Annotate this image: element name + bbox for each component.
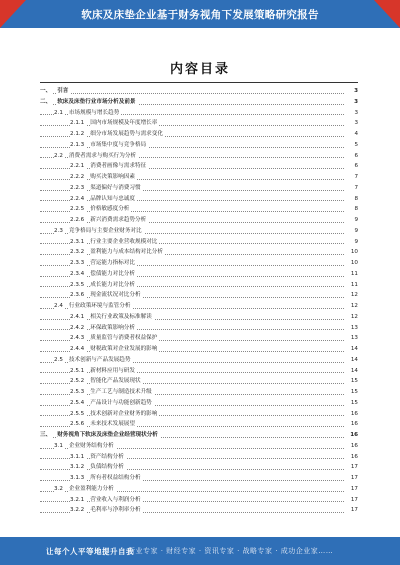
toc-entry-number: 2.1 — [54, 108, 65, 119]
toc-entry-title: 财务视角下软床及床垫企业经营现状分析 — [57, 430, 160, 441]
toc-entry-number: 3.2.2 — [70, 505, 86, 516]
toc-entry[interactable] — [40, 86, 358, 97]
toc-entry[interactable] — [40, 462, 358, 473]
toc-entry-number: 2.4.2 — [70, 323, 86, 334]
toc-entry[interactable] — [40, 172, 358, 183]
toc-entry-number: 2.4 — [54, 301, 65, 312]
toc-entry[interactable] — [40, 129, 358, 140]
toc-entry-number: 2.4.1 — [70, 312, 86, 323]
toc-entry[interactable] — [40, 473, 358, 484]
toc-entry-title: 市场规模与增长趋势 — [69, 108, 121, 119]
toc-entry-number: 2.4.3 — [70, 333, 86, 344]
toc-entry-title: 负债结构分析 — [90, 462, 126, 473]
toc-entry-page: 14 — [349, 344, 358, 355]
toc-entry-title: 竞争格局与主要企业财务对比 — [69, 226, 144, 237]
toc-entry-page: 13 — [349, 333, 358, 344]
toc-entry-page: 16 — [349, 452, 358, 463]
toc-entry-number: 三、 — [40, 430, 53, 441]
toc-entry[interactable] — [40, 376, 358, 387]
toc-entry-page: 17 — [349, 495, 358, 506]
header-red-corner-right — [374, 0, 400, 28]
toc-entry-title: 行业主要企业营收规模对比 — [90, 237, 159, 248]
toc-entry[interactable] — [40, 366, 358, 377]
toc-entry[interactable] — [40, 140, 358, 151]
toc-entry[interactable] — [40, 226, 358, 237]
toc-entry[interactable] — [40, 183, 358, 194]
toc-entry-number: 2.2.4 — [70, 194, 86, 205]
toc-entry-number: 2.5.4 — [70, 398, 86, 409]
toc-entry-title: 企业财务结构分析 — [69, 441, 116, 452]
toc-entry-page: 11 — [349, 280, 358, 291]
toc-entry[interactable] — [40, 452, 358, 463]
toc-entry-number: 2.1.2 — [70, 129, 86, 140]
toc-entry-number: 2.1.1 — [70, 118, 86, 129]
toc-heading: 内容目录 — [169, 62, 230, 77]
toc-entry-page: 16 — [349, 441, 358, 452]
toc-entry[interactable] — [40, 441, 358, 452]
toc-entry-title: 购买决策影响因素 — [90, 172, 137, 183]
toc-entry[interactable] — [40, 355, 358, 366]
toc-entry-title: 环保政策影响分析 — [90, 323, 137, 334]
toc-entry[interactable] — [40, 247, 358, 258]
toc-entry[interactable] — [40, 430, 358, 441]
toc-entry-number: 2.4.4 — [70, 344, 86, 355]
toc-entry-number: 二、 — [40, 97, 53, 108]
toc-entry[interactable] — [40, 161, 358, 172]
toc-entry-title: 偿债能力对比分析 — [90, 269, 137, 280]
toc-entry[interactable] — [40, 204, 358, 215]
toc-entry-number: 2.3.3 — [70, 258, 86, 269]
toc-entry-page: 17 — [349, 505, 358, 516]
toc-entry-title: 财税政策对企业发展的影响 — [90, 344, 159, 355]
toc-entry[interactable] — [40, 258, 358, 269]
report-title: 软床及床垫企业基于财务视角下发展策略研究报告 — [81, 9, 319, 21]
toc-entry-page: 16 — [348, 430, 358, 441]
toc-entry-page: 17 — [349, 462, 358, 473]
toc-entry-page: 9 — [352, 237, 358, 248]
toc-entry-number: 2.2.6 — [70, 215, 86, 226]
toc-entry-number: 2.2 — [54, 151, 65, 162]
toc-entry-number: 2.5.2 — [70, 376, 86, 387]
toc-entry-title: 营运能力指标对比 — [90, 258, 137, 269]
toc-entry-title: 消费者画像与需求特征 — [90, 161, 148, 172]
toc-entry-title: 营业收入与利润分析 — [90, 495, 142, 506]
toc-entry-number: 2.5.3 — [70, 387, 86, 398]
toc-entry-page: 3 — [352, 108, 358, 119]
toc-entry-page: 6 — [352, 151, 358, 162]
toc-entry-title: 新材料应用与研发 — [90, 366, 137, 377]
toc-entry-title: 未来技术发展展望 — [90, 419, 137, 430]
toc-entry[interactable] — [40, 495, 358, 506]
page-footer — [0, 537, 400, 565]
toc-entry-page: 12 — [349, 312, 358, 323]
toc-entry-number: 2.5.1 — [70, 366, 86, 377]
toc-entry[interactable] — [40, 387, 358, 398]
toc-entry-page: 6 — [352, 161, 358, 172]
toc-entry-number: 2.5 — [54, 355, 65, 366]
toc-entry-title: 行业政策环境与监管分析 — [69, 301, 133, 312]
toc-entry-page: 15 — [349, 376, 358, 387]
toc-entry[interactable] — [40, 323, 358, 334]
toc-entry-title: 成长能力对比分析 — [90, 280, 137, 291]
toc-entry-title: 引言 — [57, 86, 70, 97]
toc-entry-page: 14 — [349, 355, 358, 366]
footer-slogan: 让每个人平等地提升自我 — [46, 547, 134, 556]
toc-entry-page: 10 — [349, 247, 358, 258]
toc-entry-page: 3 — [352, 118, 358, 129]
toc-entry-number: 2.3 — [54, 226, 65, 237]
toc-entry-title: 质量监管与消费者权益保护 — [90, 333, 159, 344]
toc-entry-title: 技术创新与产品发展趋势 — [69, 355, 133, 366]
toc-entry-title: 生产工艺与制造技术升级 — [90, 387, 154, 398]
toc-entry-title: 盈利能力与成本结构对比分析 — [90, 247, 165, 258]
toc-entry[interactable] — [40, 97, 358, 108]
toc-entry[interactable] — [40, 108, 358, 119]
toc-entry-page: 9 — [352, 215, 358, 226]
toc-entry[interactable] — [40, 484, 358, 495]
toc-entry-number: 3.1.2 — [70, 462, 86, 473]
toc-entry-page: 16 — [349, 409, 358, 420]
toc-entry[interactable] — [40, 237, 358, 248]
toc-entry-number: 2.2.5 — [70, 204, 86, 215]
toc-leader-dots — [40, 93, 344, 94]
toc-entry-title: 资产结构分析 — [90, 452, 126, 463]
toc-entry-page: 7 — [352, 183, 358, 194]
toc-entry-page: 13 — [349, 323, 358, 334]
toc-entry-page: 14 — [349, 366, 358, 377]
toc-entry-page: 8 — [352, 204, 358, 215]
toc-entry-title: 品牌认知与忠诚度 — [90, 194, 137, 205]
toc-entry[interactable] — [40, 409, 358, 420]
toc-entry-title: 细分市场发展趋势与需求变化 — [90, 129, 165, 140]
toc-entry-number: 3.2.1 — [70, 495, 86, 506]
toc-entry[interactable] — [40, 398, 358, 409]
toc-entry[interactable] — [40, 312, 358, 323]
toc-entry[interactable] — [40, 505, 358, 516]
toc-entry-title: 消费者需求与购买行为分析 — [69, 151, 138, 162]
toc-entry-title: 软床及床垫行业市场分析及前景 — [57, 97, 137, 108]
toc-entry-number: 2.2.2 — [70, 172, 86, 183]
toc-entry[interactable] — [40, 215, 358, 226]
toc-entry-title: 现金流状况对比分析 — [90, 290, 142, 301]
toc-entry-title: 企业盈利能力分析 — [69, 484, 116, 495]
toc-entry-page: 8 — [352, 194, 358, 205]
toc-entry-number: 3.1 — [54, 441, 65, 452]
toc-entry-page: 4 — [352, 129, 358, 140]
toc-entry-title: 国内市场规模及年度增长率 — [90, 118, 159, 129]
toc-entry-page: 7 — [352, 172, 358, 183]
toc-entry-page: 11 — [349, 269, 358, 280]
toc-entry-page: 15 — [349, 398, 358, 409]
toc-entry-page: 9 — [352, 226, 358, 237]
toc-entry-number: 3.1.3 — [70, 473, 86, 484]
toc-entry-title: 产品设计与功能创新趋势 — [90, 398, 154, 409]
toc-entry[interactable] — [40, 419, 358, 430]
toc-entry-page: 3 — [352, 86, 358, 97]
toc-entry[interactable] — [40, 344, 358, 355]
page-header — [0, 0, 400, 28]
toc-entry-number: 一、 — [40, 86, 53, 97]
table-of-contents — [40, 86, 358, 516]
toc-entry[interactable] — [40, 333, 358, 344]
toc-entry-number: 2.3.6 — [70, 290, 86, 301]
toc-entry-number: 2.3.2 — [70, 247, 86, 258]
toc-entry[interactable] — [40, 194, 358, 205]
toc-entry[interactable] — [40, 118, 358, 129]
toc-entry-page: 12 — [349, 301, 358, 312]
toc-entry-page: 12 — [349, 290, 358, 301]
toc-entry-number: 2.2.1 — [70, 161, 86, 172]
toc-entry-title: 智能化产品发展现状 — [90, 376, 142, 387]
footer-experts-line: 行业专家 · 财经专家 · 资讯专家 · 战略专家 · 成功企业家…… — [128, 547, 334, 555]
toc-entry-number: 3.1.1 — [70, 452, 86, 463]
toc-entry[interactable] — [40, 151, 358, 162]
toc-entry-title: 市场集中度与竞争格局 — [90, 140, 148, 151]
toc-entry-title: 新兴消费需求趋势分析 — [90, 215, 148, 226]
toc-entry-title: 价格敏感度分析 — [90, 204, 131, 215]
toc-entry-page: 17 — [349, 473, 358, 484]
toc-entry[interactable] — [40, 269, 358, 280]
toc-entry-number: 2.3.5 — [70, 280, 86, 291]
toc-entry-title: 所有者权益结构分析 — [90, 473, 142, 484]
toc-heading-rule — [40, 82, 358, 83]
toc-entry[interactable] — [40, 290, 358, 301]
toc-entry-number: 3.2 — [54, 484, 65, 495]
toc-entry-page: 16 — [349, 419, 358, 430]
toc-entry-number: 2.2.3 — [70, 183, 86, 194]
toc-entry-page: 5 — [352, 140, 358, 151]
toc-entry-number: 2.3.1 — [70, 237, 86, 248]
toc-entry[interactable] — [40, 301, 358, 312]
toc-entry-page: 15 — [349, 387, 358, 398]
toc-entry[interactable] — [40, 280, 358, 291]
toc-entry-page: 10 — [349, 258, 358, 269]
toc-entry-number: 2.3.4 — [70, 269, 86, 280]
toc-entry-page: 17 — [349, 484, 358, 495]
toc-entry-number: 2.5.5 — [70, 409, 86, 420]
header-red-corner-left — [0, 0, 26, 28]
toc-entry-title: 渠道偏好与消费习惯 — [90, 183, 142, 194]
toc-entry-title: 毛利率与净利率分析 — [90, 505, 142, 516]
toc-entry-title: 相关行业政策及标准解读 — [90, 312, 154, 323]
toc-entry-number: 2.1.3 — [70, 140, 86, 151]
toc-entry-number: 2.5.6 — [70, 419, 86, 430]
toc-entry-title: 技术创新对企业财务的影响 — [90, 409, 159, 420]
toc-entry-page: 3 — [352, 97, 358, 108]
